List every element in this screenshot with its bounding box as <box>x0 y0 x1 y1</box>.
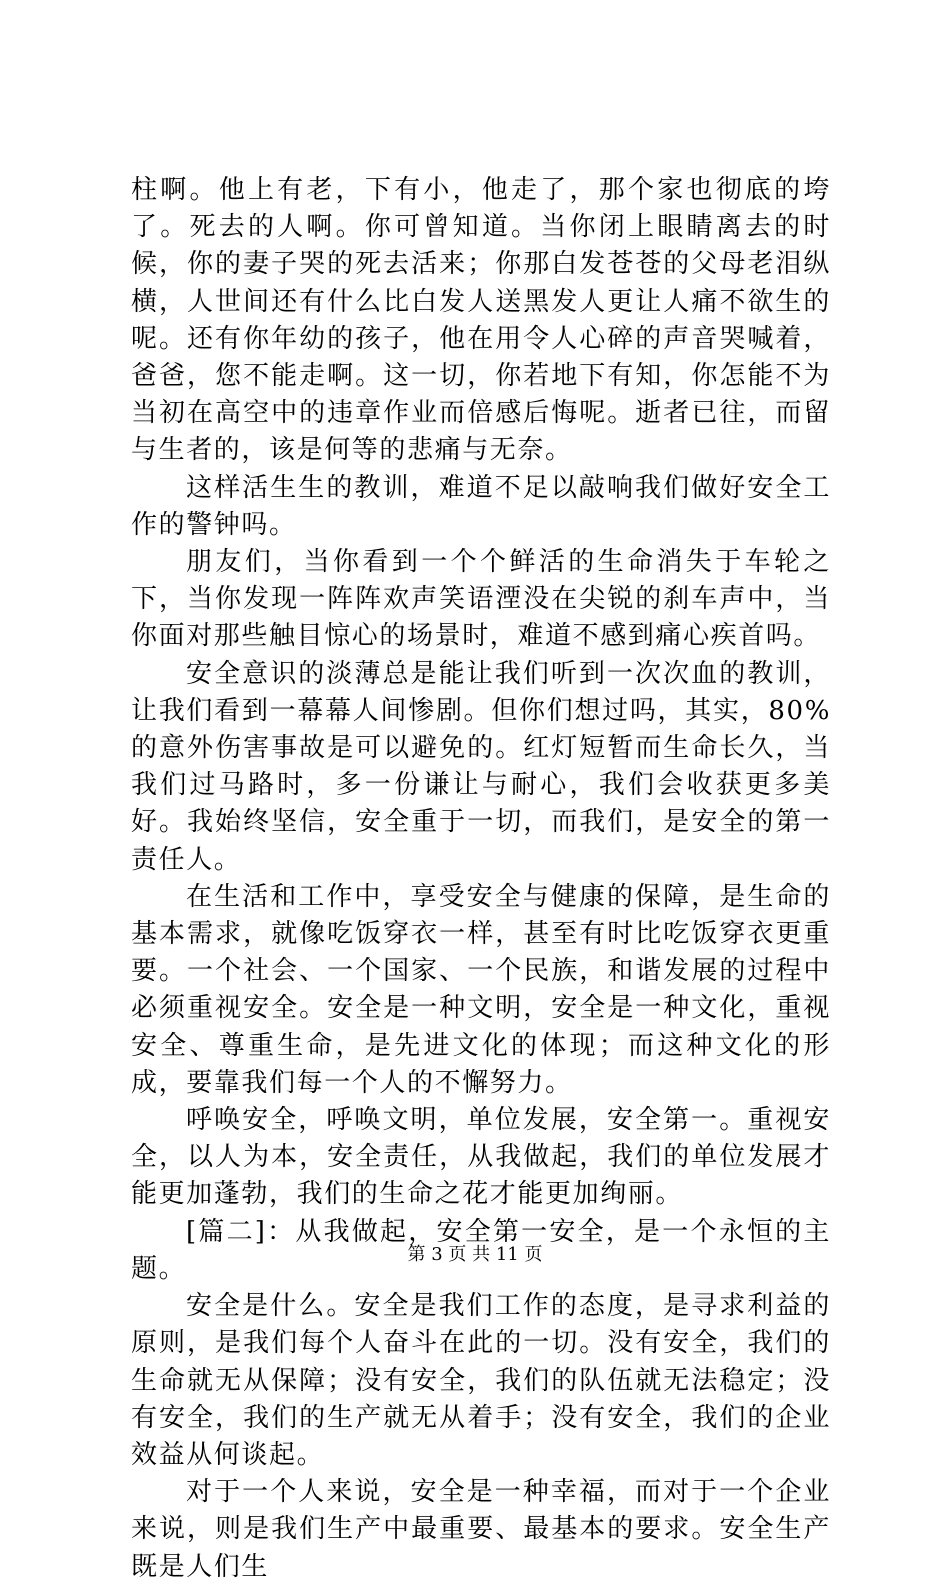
paragraph: 对于一个人来说，安全是一种幸福，而对于一个企业来说，则是我们生产中最重要、最基本的要求。安全生产既是人们生 <box>131 1477 831 1582</box>
paragraph-continuation: 柱啊。他上有老，下有小，他走了，那个家也彻底的垮了。死去的人啊。你可曾知道。当你闭上眼睛离去的时候，你的妻子哭的死去活来；你那白发苍苍的父母老泪纵横，人世间还有什么比白发人送黑发人更让人痛不欲生的呢。还有你年幼的孩子，他在用令人心碎的声音哭喊着，爸爸，您不能走啊。这一切，你若地下有知，你怎能不为当初在高空中的违章作业而倍感后悔呢。逝者已往，而留与生者的，该是何等的悲痛与无奈。 <box>131 175 831 466</box>
document-body <box>131 172 831 1586</box>
paragraph: 呼唤安全，呼唤文明，单位发展，安全第一。重视安全，以人为本，安全责任，从我做起，我们的单位发展才能更加蓬勃，我们的生命之花才能更加绚丽。 <box>131 1105 831 1210</box>
paragraph: 安全意识的淡薄总是能让我们听到一次次血的教训，让我们看到一幕幕人间惨剧。但你们想过吗，其实，80%的意外伤害事故是可以避免的。红灯短暂而生命长久，当我们过马路时，多一份谦让与耐心，我们会收获更多美好。我始终坚信，安全重于一切，而我们，是安全的第一责任人。 <box>131 658 831 875</box>
page-number-footer: 第 3 页 共 11 页 <box>407 1244 543 1265</box>
section-heading-paragraph: [篇二]：从我做起，安全第一安全，是一个永恒的主题。 <box>131 1216 831 1284</box>
paragraph: 朋友们，当你看到一个个鲜活的生命消失于车轮之下，当你发现一阵阵欢声笑语湮没在尖锐的刹车声中，当你面对那些触目惊心的场景时，难道不感到痛心疾首吗。 <box>131 547 831 652</box>
paragraph: 安全是什么。安全是我们工作的态度，是寻求利益的原则，是我们每个人奋斗在此的一切。没有安全，我们的生命就无从保障；没有安全，我们的队伍就无法稳定；没有安全，我们的生产就无从着手；没有安全，我们的企业效益从何谈起。 <box>131 1291 831 1470</box>
paragraph: 这样活生生的教训，难道不足以敲响我们做好安全工作的警钟吗。 <box>131 472 831 540</box>
paragraph: 在生活和工作中，享受安全与健康的保障，是生命的基本需求，就像吃饭穿衣一样，甚至有时比吃饭穿衣更重要。一个社会、一个国家、一个民族，和谐发展的过程中必须重视安全。安全是一种文明，安全是一种文化，重视安全、尊重生命，是先进文化的体现；而这种文化的形成，要靠我们每一个人的不懈努力。 <box>131 881 831 1098</box>
